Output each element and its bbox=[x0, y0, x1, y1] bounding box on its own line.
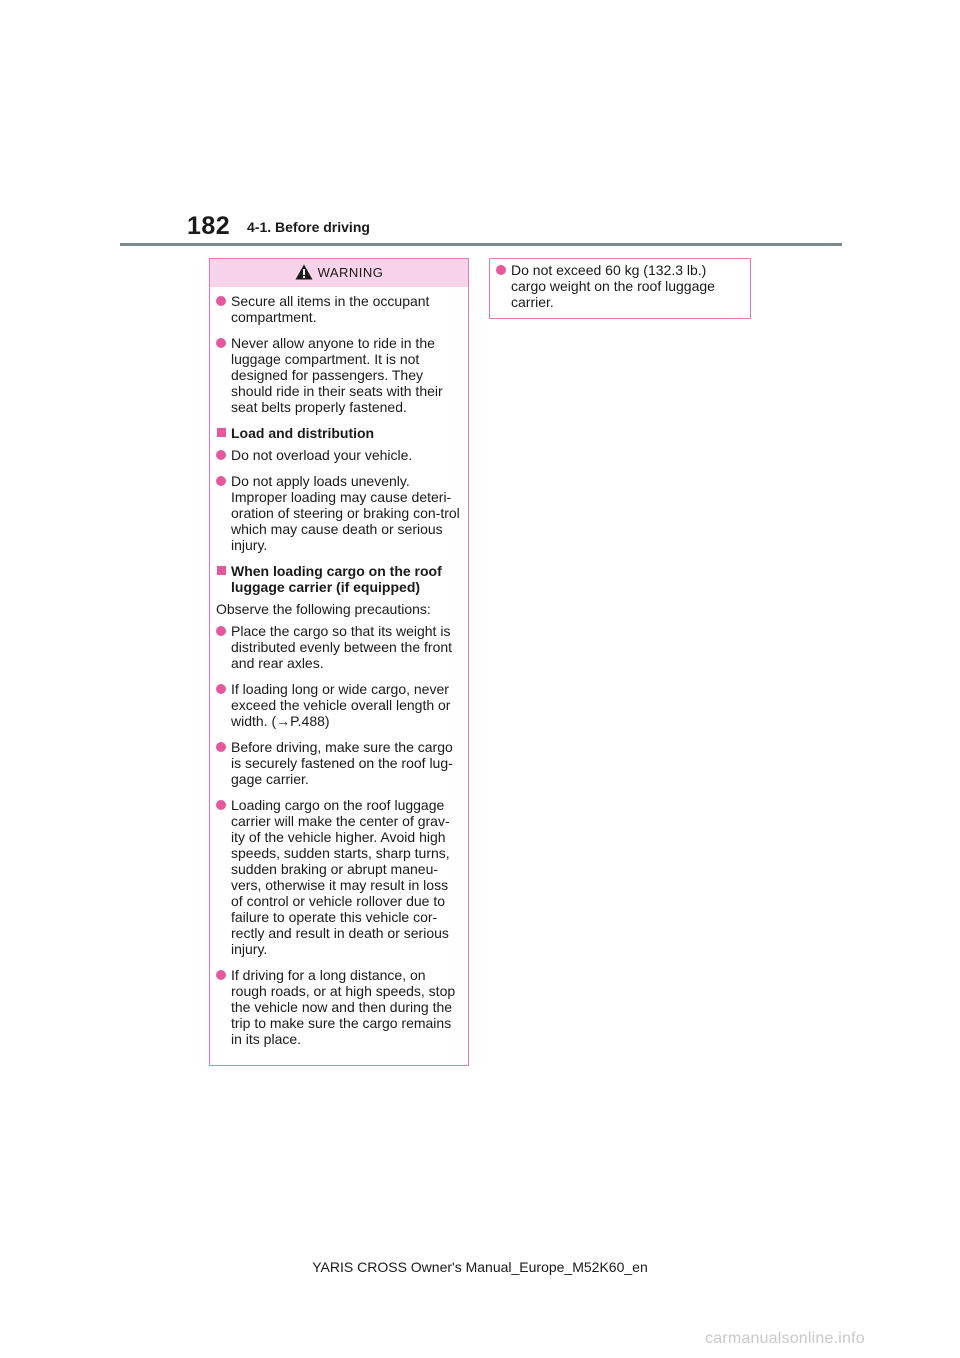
bullet-icon bbox=[216, 296, 226, 306]
list-item: Loading cargo on the roof luggage carrier will make the center of grav-ity of the vehicle higher. Avoid high speeds, sudden starts, sharp turns, sudden braking or abrupt maneu-vers, otherwise it may result in loss of control or vehicle rollover due to failure to operate this vehicle cor-rectly and result in death or serious injury. bbox=[216, 797, 460, 957]
bullet-icon bbox=[216, 626, 226, 636]
bullet-icon bbox=[216, 450, 226, 460]
list-item: If loading long or wide cargo, never exceed the vehicle overall length or width. (→P.488) bbox=[216, 681, 460, 729]
warning-header bbox=[210, 259, 468, 287]
warning-box bbox=[209, 258, 469, 1066]
bullet-icon bbox=[216, 970, 226, 980]
warning-title: WARNING bbox=[317, 265, 384, 280]
bullet-icon bbox=[216, 684, 226, 694]
list-item: Secure all items in the occupant compartment. bbox=[216, 293, 460, 325]
warning-box-continued bbox=[489, 258, 751, 319]
subheading-roof: When loading cargo on the roof luggage carrier (if equipped) bbox=[216, 563, 460, 595]
list-item: Do not overload your vehicle. bbox=[216, 447, 460, 463]
warning-triangle-icon bbox=[295, 264, 313, 280]
bullet-icon bbox=[496, 265, 506, 275]
header-rule bbox=[120, 243, 842, 246]
square-bullet-icon bbox=[217, 566, 226, 575]
list-item: Before driving, make sure the cargo is securely fastened on the roof lug-gage carrier. bbox=[216, 739, 460, 787]
bullet-icon bbox=[216, 338, 226, 348]
bullet-icon bbox=[216, 476, 226, 486]
intro-text: Observe the following precautions: bbox=[216, 601, 431, 617]
bullet-icon bbox=[216, 742, 226, 752]
watermark: carmanualsonline.info bbox=[705, 1330, 865, 1347]
square-bullet-icon bbox=[217, 428, 226, 437]
footer-manual-title: YARIS CROSS Owner's Manual_Europe_M52K60_en bbox=[312, 1259, 648, 1275]
list-item: Do not apply loads unevenly. Improper loading may cause deteri-oration of steering or braking con-trol which may cause death or serious injury. bbox=[216, 473, 460, 553]
bullet-icon bbox=[216, 800, 226, 810]
page-number: 182 bbox=[187, 212, 231, 240]
list-item: Do not exceed 60 kg (132.3 lb.) cargo weight on the roof luggage carrier. bbox=[496, 262, 742, 310]
list-item: If driving for a long distance, on rough roads, or at high speeds, stop the vehicle now and then during the trip to make sure the cargo remains in its place. bbox=[216, 967, 460, 1047]
list-item: Never allow anyone to ride in the luggage compartment. It is not designed for passengers. They should ride in their seats with their seat belts properly fastened. bbox=[216, 335, 460, 415]
subheading-load: Load and distribution bbox=[216, 425, 460, 441]
list-item: Place the cargo so that its weight is distributed evenly between the front and rear axles. bbox=[216, 623, 460, 671]
section-title: 4-1. Before driving bbox=[247, 219, 370, 235]
